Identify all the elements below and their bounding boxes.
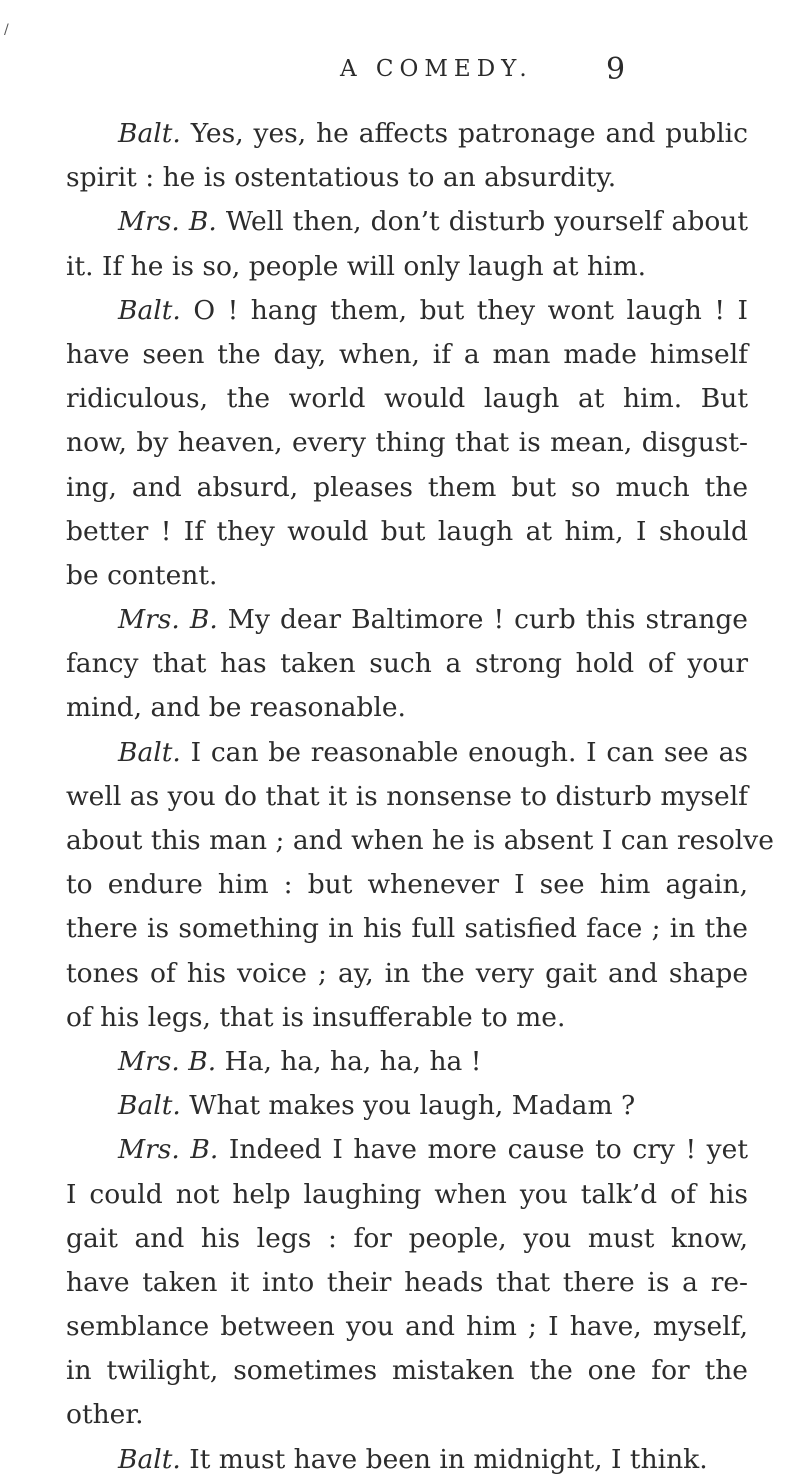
text-line <box>66 819 774 863</box>
speaker-name: Balt. <box>118 1090 181 1122</box>
line-text: O ! hang them, but they wont laugh ! I <box>180 294 748 326</box>
text-line <box>66 466 748 510</box>
text-line <box>66 421 748 465</box>
text-line <box>66 686 748 730</box>
line-text: My dear Baltimore ! curb this strange <box>217 604 748 636</box>
line-text: other. <box>66 1399 144 1431</box>
text-line <box>66 1438 748 1482</box>
line-text: about this man ; and when he is absent I can resolve <box>66 825 774 856</box>
line-text: Ha, ha, ha, ha, ha ! <box>216 1045 482 1077</box>
text-line <box>66 245 748 289</box>
line-text: I could not help laughing when you talk’d of his <box>66 1178 748 1210</box>
text-line <box>66 1261 748 1305</box>
line-text: fancy that has taken such a strong hold of your <box>66 648 748 680</box>
line-text: of his legs, that is insufferable to me. <box>66 1001 566 1033</box>
line-text: ing, and absurd, pleases them but so much the <box>66 471 748 503</box>
corner-pencil-mark: / <box>4 22 9 38</box>
text-line <box>66 1349 748 1393</box>
text-line <box>66 1084 748 1128</box>
text-line <box>66 200 748 244</box>
text-line <box>66 952 748 996</box>
line-text: gait and his legs : for people, you must know, <box>66 1222 748 1254</box>
text-line <box>66 1217 748 1261</box>
text-line <box>66 510 748 554</box>
line-text: tones of his voice ; ay, in the very gait and shape <box>66 957 748 989</box>
line-text: in twilight, sometimes mistaken the one for the <box>66 1355 748 1387</box>
line-text: to endure him : but whenever I see him again, <box>66 869 748 901</box>
speaker-name: Balt. <box>118 1443 181 1475</box>
text-line <box>66 731 748 775</box>
text-line <box>66 554 748 598</box>
text-line <box>66 333 748 377</box>
speaker-name: Mrs. B. <box>118 604 218 636</box>
text-line <box>66 642 748 686</box>
line-text: spirit : he is ostentatious to an absurdity. <box>66 162 617 194</box>
text-line <box>66 1173 748 1217</box>
text-line <box>66 775 748 819</box>
speaker-name: Balt. <box>118 118 181 149</box>
running-title: A COMEDY. <box>340 56 533 82</box>
speaker-name: Mrs. B. <box>118 206 217 238</box>
line-text: it. If he is so, people will only laugh at him. <box>66 250 647 282</box>
line-text: now, by heaven, every thing that is mean, disgust- <box>66 427 748 459</box>
line-text: Well then, don’t disturb yourself about <box>216 206 748 238</box>
line-text: have seen the day, when, if a man made himself <box>66 338 748 370</box>
line-text: mind, and be reasonable. <box>66 692 406 724</box>
text-line <box>66 377 748 421</box>
line-text: It must have been in midnight, I think. <box>180 1443 708 1475</box>
speaker-name: Mrs. B. <box>118 1045 217 1077</box>
speaker-name: Balt. <box>118 294 181 326</box>
text-line <box>66 1393 748 1437</box>
page-header <box>0 52 801 96</box>
text-line <box>66 1128 748 1172</box>
page-number: 9 <box>606 52 626 87</box>
line-text: well as you do that it is nonsense to disturb myself <box>66 780 748 812</box>
line-text: be content. <box>66 559 218 591</box>
text-line <box>66 907 748 951</box>
text-line <box>66 1040 748 1084</box>
line-text: semblance between you and him ; I have, myself, <box>66 1311 748 1343</box>
speaker-name: Balt. <box>118 736 181 768</box>
text-line <box>66 112 748 156</box>
text-line <box>66 1305 748 1349</box>
text-line <box>66 598 748 642</box>
text-line <box>66 289 748 333</box>
line-text: Yes, yes, he affects patronage and public <box>180 118 748 149</box>
line-text: I can be reasonable enough. I can see as <box>180 736 748 768</box>
text-line <box>66 996 748 1040</box>
line-text: there is something in his full satisfied face ; in the <box>66 913 748 945</box>
text-line <box>66 156 748 200</box>
speaker-name: Mrs. B. <box>118 1134 219 1166</box>
line-text: Indeed I have more cause to cry ! yet <box>218 1134 748 1166</box>
line-text: What makes you laugh, Madam ? <box>180 1090 636 1122</box>
line-text: better ! If they would but laugh at him, I should <box>66 515 748 547</box>
line-text: have taken it into their heads that there is a re- <box>66 1266 748 1298</box>
line-text: ridiculous, the world would laugh at him. But <box>66 383 748 415</box>
dialogue-text <box>66 112 774 1482</box>
text-line <box>66 863 748 907</box>
